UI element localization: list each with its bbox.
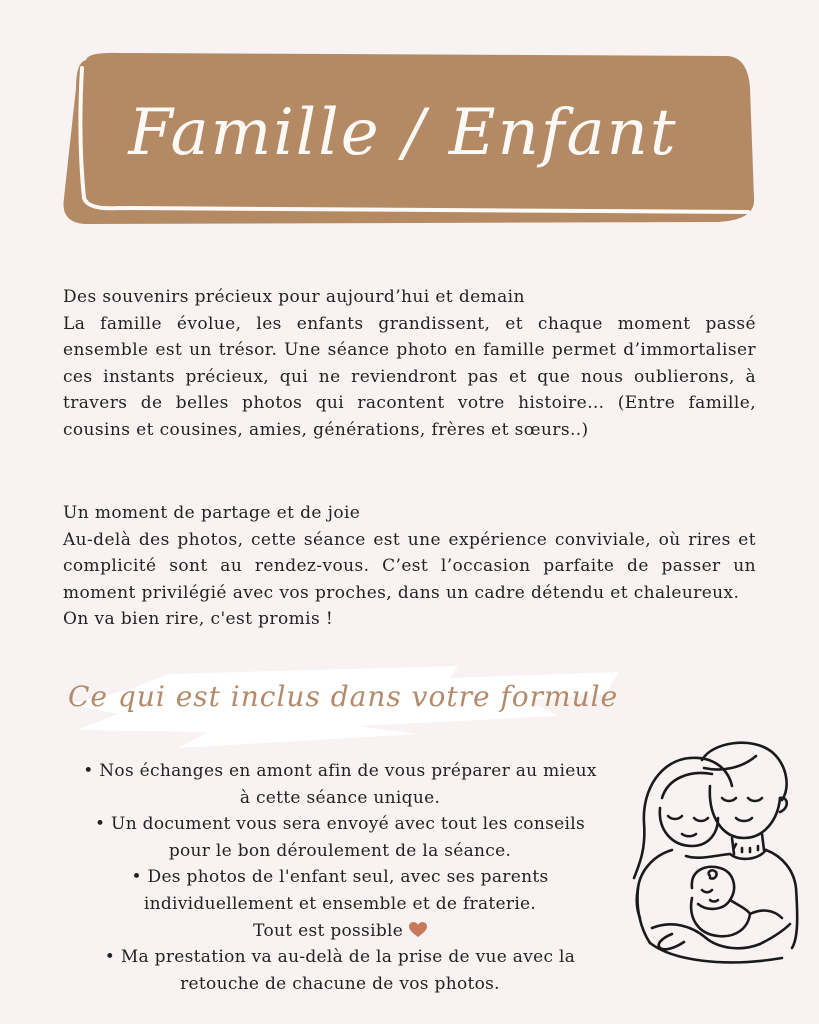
list-item: • Ma prestation va au-delà de la prise de vue avec la retouche de chacune de vos photos. [104,947,576,994]
page-title: Famille / Enfant [128,96,678,170]
list-item: • Nos échanges en amont afin de vous préparer au mieux à cette séance unique. [83,761,597,808]
heart-icon [409,922,427,938]
section-closing: On va bien rire, c'est promis ! [63,609,334,630]
section-heading: Un moment de partage et de joie [63,503,361,523]
section-paragraph: Au-delà des photos, cette séance est une expérience conviviale, où rires et complicité sont au rendez-vous. C’est l’occasion parfaite de passer un moment privilégié avec vos proches, dans un cadre détendu et chaleureux. [63,529,756,603]
section-heading: Des souvenirs précieux pour aujourd’hui et demain [63,287,525,307]
included-list [40,758,640,997]
list-item: • Des photos de l'enfant seul, avec ses parents individuellement et ensemble et de fraterie. Tout est possible [131,867,549,941]
section-souvenirs [63,284,756,444]
section-paragraph: La famille évolue, les enfants grandissent, et chaque moment passé ensemble est un trésor. Une séance photo en famille permet d’immortaliser ces instants précieux, qui ne reviendront pas et que nous oublierons, à travers de belles photos qui racontent votre histoire… (Entre famille, cousins et cousines, amies, générations, frères et sœurs..) [63,313,756,440]
section-partage [63,500,756,633]
list-item: • Un document vous sera envoyé avec tout les conseils pour le bon déroulement de la séance. [95,814,585,861]
family-line-art-icon [632,738,802,970]
included-heading-wrap [58,660,618,750]
title-banner [58,48,758,233]
included-title: Ce qui est inclus dans votre formule [68,680,619,713]
